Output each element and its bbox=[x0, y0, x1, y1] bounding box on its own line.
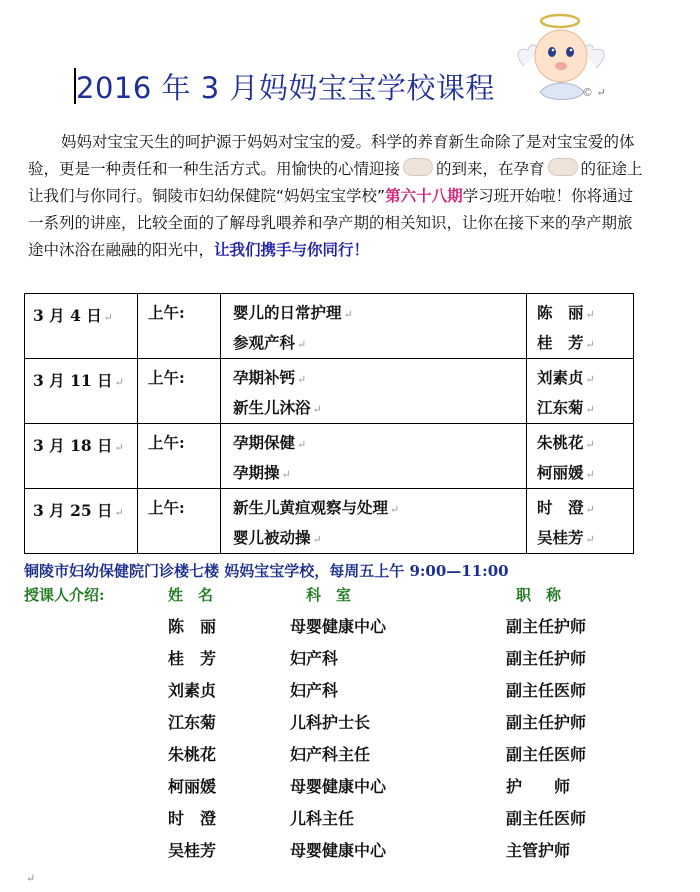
list-item: 朱桃花 妇产科主任 副主任医师 bbox=[168, 745, 587, 764]
location-line: 铜陵市妇幼保健院门诊楼七楼 妈妈宝宝学校，每周五上午 9:00—11:00 bbox=[24, 562, 509, 580]
teacher-cell: 时 澄 ↵ 吴桂芳 ↵ bbox=[527, 489, 634, 554]
list-item: 刘素贞 妇产科 副主任医师 bbox=[168, 681, 587, 700]
image-caption-mark: © ↵ bbox=[582, 86, 606, 99]
intro-text-2: 的到来，在孕育 bbox=[436, 160, 545, 178]
date-cell: 3 月 11 日 ↵ bbox=[25, 359, 138, 424]
list-item: 陈 丽 母婴健康中心 副主任护师 bbox=[168, 617, 587, 636]
table-row bbox=[25, 424, 634, 489]
teacher-cell: 刘素贞 ↵ 江东菊 ↵ bbox=[527, 359, 634, 424]
table-row bbox=[25, 359, 634, 424]
instructor-list bbox=[0, 612, 700, 868]
topic-cell: 孕期保健 ↵ 孕期操 ↵ bbox=[221, 424, 527, 489]
teacher-cell: 朱桃花 ↵ 柯丽媛 ↵ bbox=[527, 424, 634, 489]
list-item: 吴桂芳 母婴健康中心 主管护师 bbox=[168, 841, 571, 860]
list-item: 柯丽媛 母婴健康中心 护 师 bbox=[168, 777, 571, 796]
intro-slogan: 让我们携手与你同行！ bbox=[214, 241, 370, 259]
instructors-name-header: 姓 名 bbox=[168, 586, 214, 604]
page-title: 2016 年 3 月妈妈宝宝学校课程 bbox=[76, 71, 495, 105]
slot-cell: 上午: bbox=[138, 294, 221, 359]
session-number: 第六十八期 bbox=[385, 187, 463, 205]
instructors-title-header: 职 称 bbox=[516, 586, 562, 604]
teacher-cell: 陈 丽 ↵ 桂 芳 ↵ bbox=[527, 294, 634, 359]
baby-face-icon bbox=[403, 158, 433, 176]
end-paragraph-mark: ↵ bbox=[26, 872, 36, 885]
intro-text-4: 学习班开始啦！你将通过一系列的讲座，比较全面的了解母乳喂养和孕产期的相关知识，让你在接下来的孕产期旅途中沐浴在融融的阳光中， bbox=[28, 187, 634, 259]
date-cell: 3 月 4 日 ↵ bbox=[25, 294, 138, 359]
slot-cell: 上午: bbox=[138, 489, 221, 554]
intro-text-3: 的征途上让我们与你同行。铜陵市妇幼保健院“妈妈宝宝学校” bbox=[28, 160, 643, 205]
list-item: 桂 芳 妇产科 副主任护师 bbox=[168, 649, 587, 668]
instructors-label: 授课人介绍: bbox=[24, 586, 105, 604]
topic-cell: 婴儿的日常护理 ↵ 参观产科 ↵ bbox=[221, 294, 527, 359]
instructors-dept-header: 科 室 bbox=[306, 586, 352, 604]
date-cell: 3 月 18 日 ↵ bbox=[25, 424, 138, 489]
schedule-table bbox=[24, 293, 634, 554]
slot-cell: 上午: bbox=[138, 424, 221, 489]
topic-cell: 孕期补钙 ↵ 新生儿沐浴 ↵ bbox=[221, 359, 527, 424]
slot-cell: 上午: bbox=[138, 359, 221, 424]
intro-paragraph bbox=[28, 129, 644, 264]
intro-text-1: 妈妈对宝宝天生的呵护源于妈妈对宝宝的爱。科学的养育新生命除了是对宝宝爱的体验，更是一种责任和一种生活方式。用愉快的心情迎接 bbox=[28, 133, 635, 178]
date-cell: 3 月 25 日 ↵ bbox=[25, 489, 138, 554]
list-item: 时 澄 儿科主任 副主任医师 bbox=[168, 809, 587, 828]
baby-face-icon bbox=[548, 158, 578, 176]
table-row bbox=[25, 294, 634, 359]
table-row bbox=[25, 489, 634, 554]
topic-cell: 新生儿黄疸观察与处理 ↵ 婴儿被动操 ↵ bbox=[221, 489, 527, 554]
list-item: 江东菊 儿科护士长 副主任护师 bbox=[168, 713, 587, 732]
